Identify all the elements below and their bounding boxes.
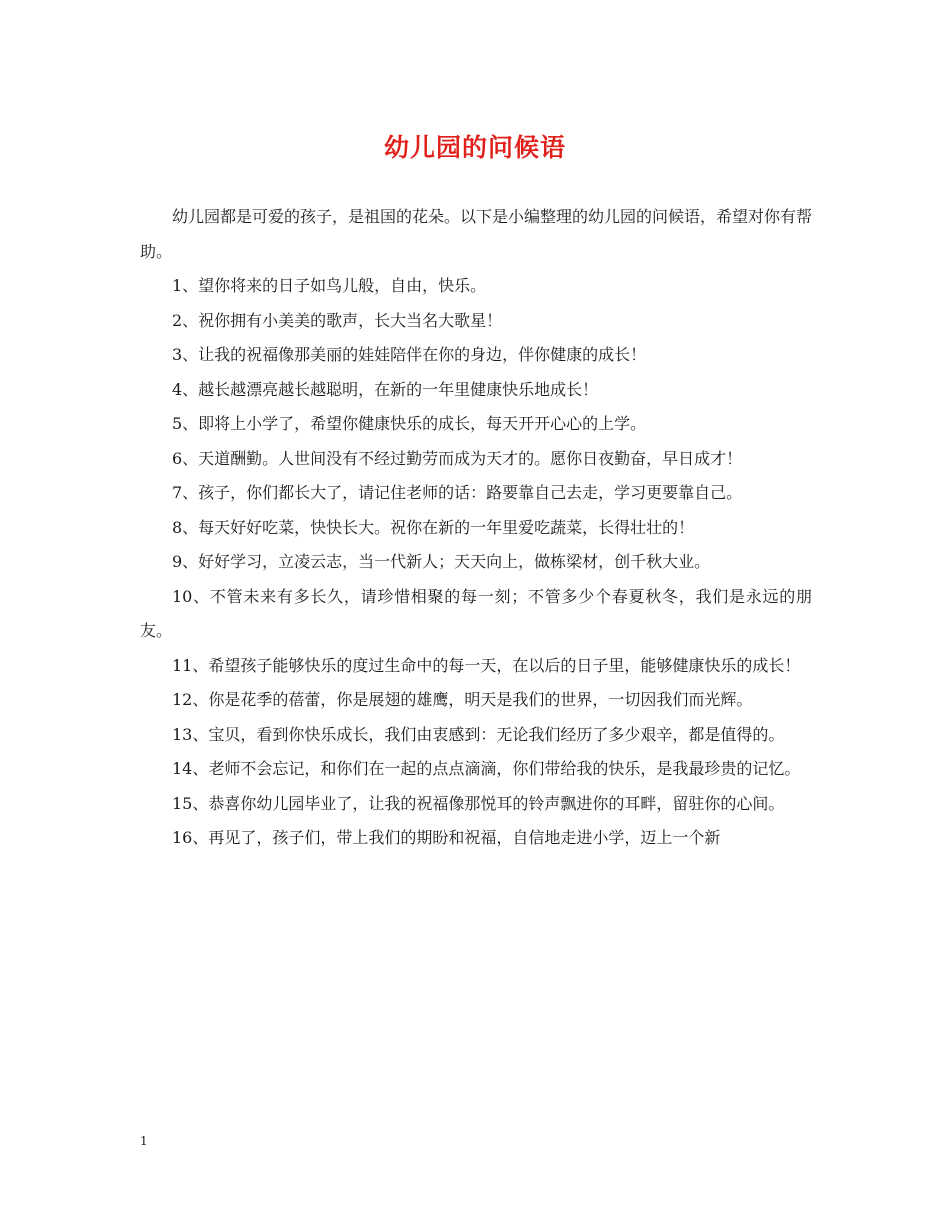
greeting-item-4: 4、越长越漂亮越长越聪明，在新的一年里健康快乐地成长！	[172, 379, 599, 399]
greeting-item-6: 6、天道酬勤。人世间没有不经过勤劳而成为天才的。愿你日夜勤奋，早日成才！	[172, 448, 743, 468]
greeting-item-12: 12、你是花季的蓓蕾，你是展翅的雄鹰，明天是我们的世界，一切因我们而光辉。	[172, 690, 753, 709]
greeting-item-8: 8、每天好好吃菜，快快长大。祝你在新的一年里爱吃蔬菜，长得壮壮的！	[172, 517, 695, 537]
greeting-item-5: 5、即将上小学了，希望你健康快乐的成长，每天开开心心的上学。	[172, 414, 647, 433]
page-number: 1	[140, 1134, 148, 1148]
greeting-item-7: 7、孩子，你们都长大了，请记住老师的话：路要靠自己去走，学习更要靠自己。	[172, 483, 743, 502]
document-body	[140, 200, 812, 856]
greeting-item-13: 13、宝贝，看到你快乐成长，我们由衷感到：无论我们经历了多少艰辛，都是值得的。	[172, 724, 785, 744]
document-title: 幼儿园的问候语	[383, 133, 566, 162]
greeting-item-9: 9、好好学习，立凌云志，当一代新人；天天向上，做栋梁材，创千秋大业。	[172, 552, 711, 571]
greeting-item-16: 16、再见了，孩子们，带上我们的期盼和祝福，自信地走进小学，迈上一个新	[172, 828, 721, 847]
greeting-item-3: 3、让我的祝福像那美丽的娃娃陪伴在你的身边，伴你健康的成长！	[172, 345, 647, 364]
greeting-item-11: 11、希望孩子能够快乐的度过生命中的每一天，在以后的日子里，能够健康快乐的成长！	[172, 655, 801, 675]
greeting-item-10: 10、不管未来有多长久，请珍惜相聚的每一刻；不管多少个春夏秋冬，我们是永远的朋友。	[140, 586, 812, 640]
greeting-item-14: 14、老师不会忘记，和你们在一起的点点滴滴，你们带给我的快乐，是我最珍贵的记忆。	[172, 759, 801, 778]
greeting-item-1: 1、望你将来的日子如鸟儿般，自由，快乐。	[172, 276, 487, 295]
intro-paragraph: 幼儿园都是可爱的孩子，是祖国的花朵。以下是小编整理的幼儿园的问候语，希望对你有帮助。	[140, 207, 813, 261]
greeting-item-15: 15、恭喜你幼儿园毕业了，让我的祝福像那悦耳的铃声飘进你的耳畔，留驻你的心间。	[172, 793, 785, 813]
greeting-item-2: 2、祝你拥有小美美的歌声，长大当名大歌星！	[172, 310, 503, 330]
